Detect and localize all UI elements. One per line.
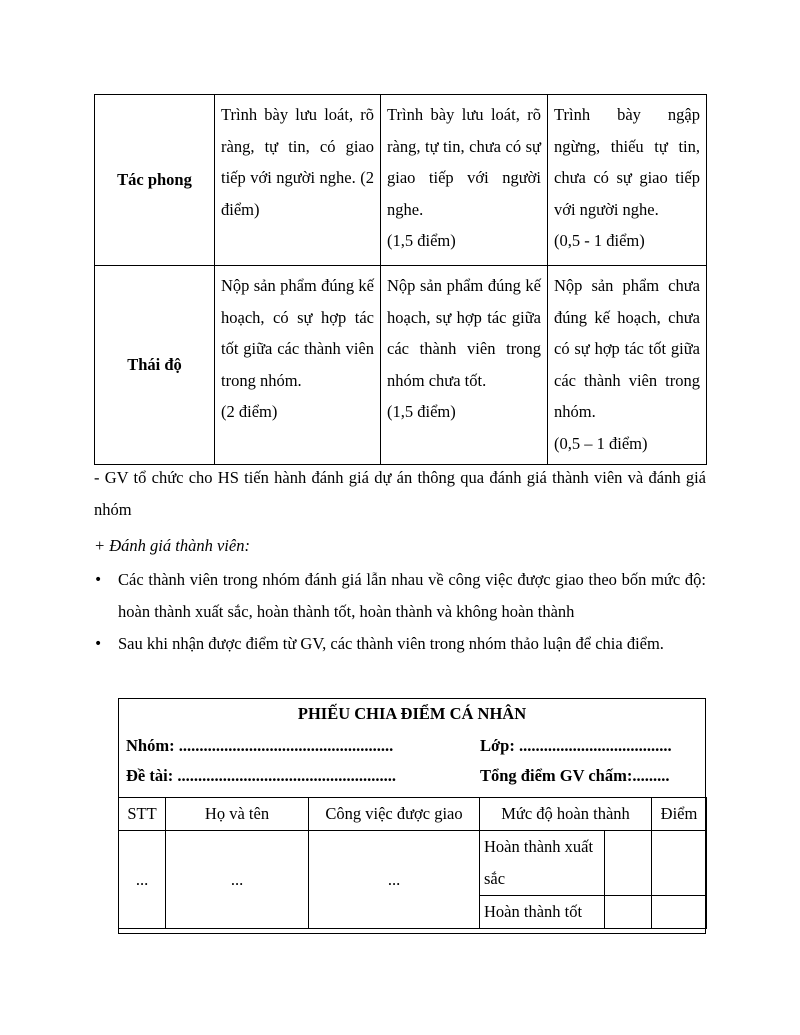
group-field: Nhóm: .................................................... [126, 736, 394, 755]
score-text: (1,5 điểm) [387, 231, 456, 250]
rubric-table [94, 94, 707, 465]
form-table-header [119, 798, 707, 831]
class-field: Lớp: ..................................... [480, 736, 672, 755]
header-task: Công việc được giao [309, 798, 480, 831]
stt-cell: ... [119, 831, 166, 929]
level-cell [381, 95, 548, 266]
task-cell: ... [309, 831, 480, 929]
score-text: (2 điểm) [221, 402, 278, 421]
total-score-field: Tổng điểm GV chấm:......... [480, 766, 670, 785]
level-cell [548, 266, 707, 465]
form-title: PHIẾU CHIA ĐIỂM CÁ NHÂN [297, 704, 527, 723]
level-text: Nộp sản phẩm đúng kế hoạch, sự hợp tác giữa các thành viên trong nhóm chưa tốt. [387, 276, 541, 390]
bullet-item: • Sau khi nhận được điểm từ GV, các thành viên trong nhóm thảo luận để chia điểm. [94, 628, 706, 660]
level-cell [548, 95, 707, 266]
topic-field: Đề tài: ..................................................... [126, 766, 396, 785]
subheading: + Đánh giá thành viên: [94, 536, 250, 555]
level-text: Trình bày lưu loát, rõ ràng, tự tin, chưa có sự giao tiếp với người nghe. [387, 105, 541, 219]
score-text: (0,5 - 1 điểm) [554, 231, 645, 250]
score-cell [652, 896, 707, 929]
rubric-row-tac-phong [95, 95, 707, 266]
completion-level-cell: Hoàn thành xuất sắc [480, 831, 605, 896]
empty-cell [605, 831, 652, 896]
bullet-list [94, 564, 706, 660]
level-cell [215, 95, 381, 266]
criterion-cell: Tác phong [95, 95, 215, 266]
level-text: Nộp sản phẩm đúng kế hoạch, có sự hợp tác tốt giữa các thành viên trong nhóm. [221, 276, 374, 390]
header-name: Họ và tên [166, 798, 309, 831]
body-paragraph: - GV tổ chức cho HS tiến hành đánh giá dự án thông qua đánh giá thành viên và đánh giá nhóm [94, 468, 706, 519]
score-split-form [118, 698, 706, 934]
level-cell [381, 266, 548, 465]
score-text: (1,5 điểm) [387, 402, 456, 421]
level-text: Trình bày lưu loát, rõ ràng, tự tin, có giao tiếp với người nghe. (2 điểm) [221, 105, 374, 219]
table-row [119, 831, 707, 896]
score-cell [652, 831, 707, 896]
header-stt: STT [119, 798, 166, 831]
level-cell [215, 266, 381, 465]
header-completion: Mức độ hoàn thành [480, 798, 652, 831]
rubric-row-thai-do [95, 266, 707, 465]
criterion-cell: Thái độ [95, 266, 215, 465]
level-text: Nộp sản phẩm chưa đúng kế hoạch, chưa có sự hợp tác tốt giữa các thành viên trong nhóm. [554, 276, 700, 421]
score-text: (0,5 – 1 điểm) [554, 433, 648, 453]
empty-cell [605, 896, 652, 929]
form-table [118, 797, 707, 929]
header-score: Điểm [652, 798, 707, 831]
level-text: Trình bày ngập ngừng, thiếu tự tin, chưa có sự giao tiếp với người nghe. [554, 105, 700, 219]
completion-level-cell: Hoàn thành tốt [480, 896, 605, 929]
name-cell: ... [166, 831, 309, 929]
bullet-item: • Các thành viên trong nhóm đánh giá lẫn nhau về công việc được giao theo bốn mức độ: hoàn thành xuất sắc, hoàn thành tốt, hoàn thành và không hoàn thành [94, 564, 706, 628]
